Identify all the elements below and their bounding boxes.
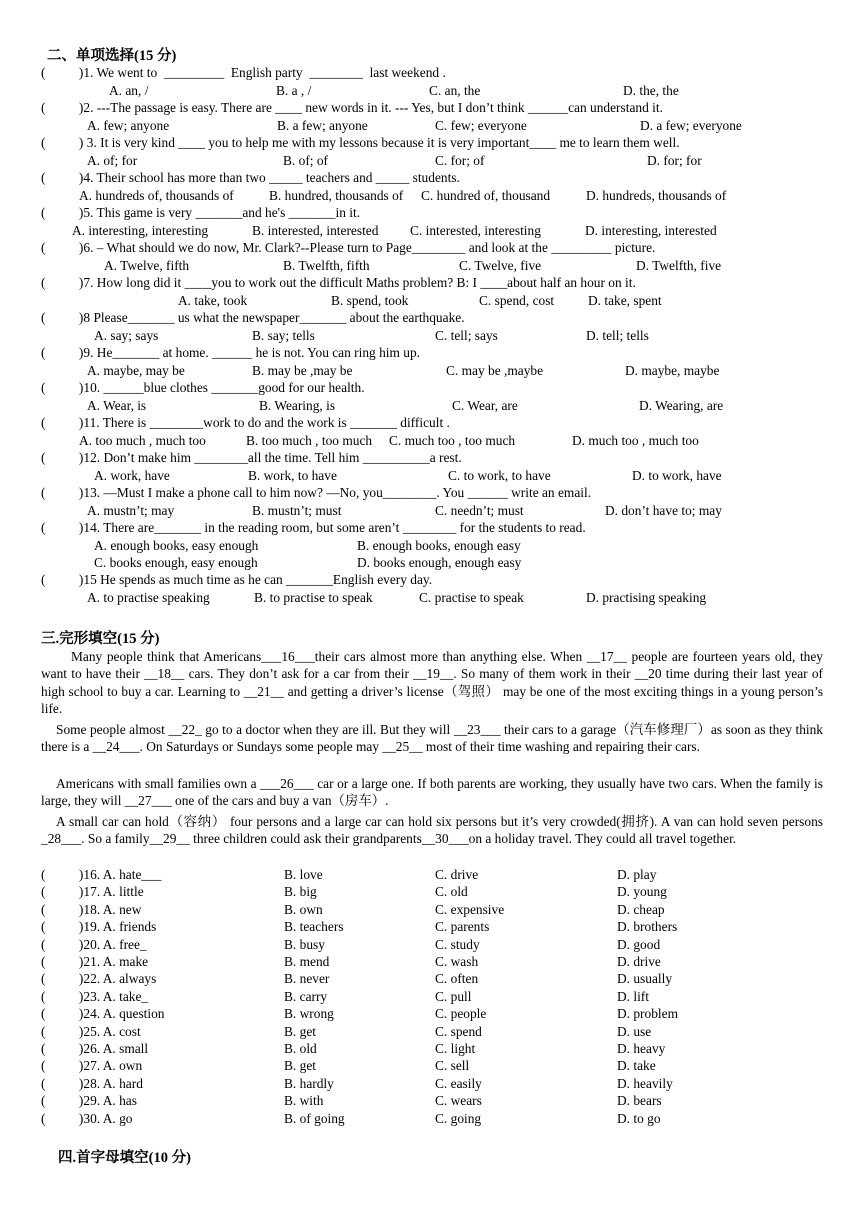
q9-opt-a: A. maybe, may be	[87, 363, 185, 378]
cloze-item-29-stem-a: ( )29. A. has	[41, 1093, 137, 1109]
q6-opt-a: A. Twelve, fifth	[104, 258, 190, 273]
cloze-item-28-opt-c: C. easily	[435, 1075, 482, 1091]
q9-opt-b: B. may be ,may be	[252, 363, 353, 378]
q8-opt-d: D. tell; tells	[586, 328, 649, 343]
q2-stem: ( )2. ---The passage is easy. There are ____ new words in it. --- Yes, but I don’t think ______can understand it.	[41, 100, 663, 115]
q7-opt-a: A. take, took	[178, 293, 248, 308]
cloze-item-18-stem-a: ( )18. A. new	[41, 901, 142, 917]
q7-opt-c: C. spend, cost	[479, 293, 555, 308]
cloze-paragraph-4: A small car can hold（容纳） four persons and a large car can hold six persons but it’s very crowded(拥挤). A van can hold seven persons _28___. So a family__29__ three children could ask their grandparents__30___on a holiday travel. They could all travel together.	[41, 814, 823, 847]
q15-stem: ( )15 He spends as much time as he can _______English every day.	[41, 572, 433, 587]
q10-opt-a: A. Wear, is	[87, 398, 147, 413]
q10-opt-d: D. Wearing, are	[639, 398, 724, 413]
cloze-item-25-opt-d: D. use	[617, 1023, 652, 1039]
q6-stem: ( )6. – What should we do now, Mr. Clark?--Please turn to Page________ and look at the _________ picture.	[41, 240, 656, 255]
cloze-item-16-opt-d: D. play	[617, 867, 657, 882]
cloze-item-17-opt-d: D. young	[617, 884, 667, 900]
cloze-item-22-stem-a: ( )22. A. always	[41, 971, 157, 987]
q4-opt-a: A. hundreds of, thousands of	[79, 188, 234, 203]
q8-stem: ( )8 Please_______ us what the newspaper_______ about the earthquake.	[41, 310, 465, 325]
q3-opt-c: C. for; of	[435, 153, 485, 168]
q14-stem: ( )14. There are_______ in the reading room, but some aren’t ________ for the students to read.	[41, 520, 586, 535]
cloze-item-22-opt-b: B. never	[284, 971, 330, 987]
cloze-item-27-stem-a: ( )27. A. own	[41, 1058, 143, 1074]
q8-opt-a: A. say; says	[94, 328, 159, 343]
q2-opt-d: D. a few; everyone	[640, 118, 742, 133]
cloze-item-20-opt-d: D. good	[617, 936, 661, 952]
q5-opt-d: D. interesting, interested	[585, 223, 717, 238]
cloze-item-24-opt-d: D. problem	[617, 1006, 678, 1022]
q6-opt-b: B. Twelfth, fifth	[283, 258, 370, 273]
q13-opt-c: C. needn’t; must	[435, 503, 524, 518]
q11-opt-c: C. much too , too much	[389, 433, 516, 448]
q7-stem: ( )7. How long did it ____you to work out the difficult Maths problem? B: I ____about half an hour on it.	[41, 275, 636, 290]
q4-opt-d: D. hundreds, thousands of	[586, 188, 727, 203]
cloze-item-29-opt-d: D. bears	[617, 1093, 662, 1109]
q11-opt-b: B. too much , too much	[246, 433, 373, 448]
q1-stem: ( )1. We went to _________ English party ________ last weekend .	[41, 65, 446, 80]
q6-opt-d: D. Twelfth, five	[636, 258, 722, 273]
section-2-title: 二、单项选择(15 分)	[47, 48, 177, 64]
q12-opt-d: D. to work, have	[632, 468, 722, 483]
q2-opt-c: C. few; everyone	[435, 118, 527, 133]
q5-stem: ( )5. This game is very _______and he's _______in it.	[41, 205, 361, 220]
q3-stem: ( ) 3. It is very kind ____ you to help me with my lessons because it is very important____ me to learn them well.	[41, 135, 680, 150]
q2-opt-b: B. a few; anyone	[277, 118, 368, 133]
cloze-item-16-stem-a: ( )16. A. hate___	[41, 867, 162, 882]
q11-opt-d: D. much too , much too	[572, 433, 699, 448]
q8-opt-b: B. say; tells	[252, 328, 315, 343]
section-4-title: 四.首字母填空(10 分)	[58, 1150, 191, 1166]
q15-opt-b: B. to practise to speak	[254, 590, 373, 605]
cloze-item-19-opt-c: C. parents	[435, 919, 490, 935]
q13-opt-b: B. mustn’t; must	[252, 503, 342, 518]
cloze-item-20-opt-c: C. study	[435, 936, 480, 952]
q12-opt-c: C. to work, to have	[448, 468, 551, 483]
cloze-item-17-opt-c: C. old	[435, 884, 468, 900]
q3-opt-d: D. for; for	[647, 153, 702, 168]
q9-opt-d: D. maybe, maybe	[625, 363, 720, 378]
cloze-item-16-opt-c: C. drive	[435, 867, 479, 882]
q12-stem: ( )12. Don’t make him ________all the time. Tell him __________a rest.	[41, 450, 462, 465]
cloze-item-18-opt-d: D. cheap	[617, 901, 665, 917]
cloze-item-27-opt-b: B. get	[284, 1058, 316, 1074]
cloze-item-27-opt-d: D. take	[617, 1058, 656, 1074]
cloze-item-21-opt-d: D. drive	[617, 954, 661, 969]
cloze-paragraph-2: Some people almost __22_ go to a doctor when they are ill. But they will __23___ their cars to a garage（汽车修理厂）as soon as they think there is a __24___. On Saturdays or Sundays some people may __25__ most of their time washing and repairing their cars.	[41, 722, 823, 755]
q4-stem: ( )4. Their school has more than two _____ teachers and _____ students.	[41, 170, 460, 185]
q12-opt-b: B. work, to have	[248, 468, 337, 483]
cloze-item-26-opt-b: B. old	[284, 1041, 317, 1056]
q10-opt-c: C. Wear, are	[452, 398, 518, 413]
q10-opt-b: B. Wearing, is	[259, 398, 336, 413]
q1-opt-d: D. the, the	[623, 83, 679, 98]
q1-opt-c: C. an, the	[429, 83, 481, 98]
q14-opt-a: A. enough books, easy enough	[94, 538, 259, 553]
cloze-item-24-opt-c: C. people	[435, 1006, 487, 1022]
q13-opt-a: A. mustn’t; may	[87, 503, 175, 518]
cloze-item-18-opt-c: C. expensive	[435, 901, 505, 917]
cloze-item-19-opt-b: B. teachers	[284, 919, 344, 935]
cloze-item-21-opt-b: B. mend	[284, 954, 330, 969]
cloze-item-28-opt-b: B. hardly	[284, 1075, 334, 1091]
cloze-item-18-opt-b: B. own	[284, 901, 323, 917]
cloze-item-29-opt-b: B. with	[284, 1093, 324, 1109]
cloze-item-23-opt-c: C. pull	[435, 988, 472, 1004]
q5-opt-c: C. interested, interesting	[410, 223, 541, 238]
q1-opt-b: B. a , /	[276, 83, 312, 98]
cloze-item-23-opt-d: D. lift	[617, 988, 649, 1004]
q11-stem: ( )11. There is ________work to do and the work is _______ difficult .	[41, 415, 450, 430]
cloze-item-17-stem-a: ( )17. A. little	[41, 884, 144, 900]
cloze-item-30-stem-a: ( )30. A. go	[41, 1110, 133, 1126]
q7-opt-d: D. take, spent	[588, 293, 662, 308]
cloze-item-24-opt-b: B. wrong	[284, 1006, 334, 1022]
cloze-paragraph-1: Many people think that Americans___16___their cars almost more than anything else. When __17__ people are fourteen years old, they want to have their __18__ cars. They don’t ask for a car from their __19__. So many of them work in their __20 time during their last year of high school to buy a car. Learning to __21__ and getting a driver’s license（驾照） may be one of the most exciting things in a young person’s life.	[41, 649, 823, 717]
q15-opt-a: A. to practise speaking	[87, 590, 210, 605]
cloze-item-19-stem-a: ( )19. A. friends	[41, 919, 157, 935]
q1-opt-a: A. an, /	[109, 83, 149, 98]
cloze-item-25-opt-c: C. spend	[435, 1023, 482, 1039]
q14-opt-b: B. enough books, enough easy	[357, 538, 521, 553]
q14-opt-c: C. books enough, easy enough	[94, 555, 258, 570]
cloze-item-19-opt-d: D. brothers	[617, 919, 678, 935]
q13-stem: ( )13. —Must I make a phone call to him now? —No, you________. You ______ write an email.	[41, 485, 592, 500]
cloze-item-17-opt-b: B. big	[284, 884, 317, 900]
q2-opt-a: A. few; anyone	[87, 118, 170, 133]
cloze-item-24-stem-a: ( )24. A. question	[41, 1006, 165, 1022]
q3-opt-b: B. of; of	[283, 153, 329, 168]
q9-opt-c: C. may be ,maybe	[446, 363, 544, 378]
q9-stem: ( )9. He_______ at home. ______ he is not. You can ring him up.	[41, 345, 420, 360]
cloze-item-28-opt-d: D. heavily	[617, 1075, 673, 1091]
cloze-item-30-opt-d: D. to go	[617, 1110, 661, 1126]
cloze-paragraph-3: Americans with small families own a ___26___ car or a large one. If both parents are working, they usually have two cars. When the family is large, they will __27___ one of the cars and buy a van（房车）.	[41, 776, 823, 809]
q10-stem: ( )10. ______blue clothes _______good for our health.	[41, 380, 365, 395]
cloze-item-25-opt-b: B. get	[284, 1023, 316, 1039]
cloze-item-29-opt-c: C. wears	[435, 1093, 482, 1109]
q3-opt-a: A. of; for	[87, 153, 138, 168]
cloze-item-23-stem-a: ( )23. A. take_	[41, 988, 149, 1004]
cloze-item-21-opt-c: C. wash	[435, 954, 479, 969]
section-3-title: 三.完形填空(15 分)	[41, 631, 160, 647]
cloze-item-16-opt-b: B. love	[284, 867, 323, 882]
q7-opt-b: B. spend, took	[331, 293, 409, 308]
q15-opt-d: D. practising speaking	[586, 590, 707, 605]
q13-opt-d: D. don’t have to; may	[605, 503, 722, 518]
q11-opt-a: A. too much , much too	[79, 433, 206, 448]
cloze-item-21-stem-a: ( )21. A. make	[41, 954, 149, 969]
q12-opt-a: A. work, have	[94, 468, 170, 483]
cloze-item-30-opt-b: B. of going	[284, 1110, 345, 1126]
cloze-item-25-stem-a: ( )25. A. cost	[41, 1023, 141, 1039]
cloze-item-20-opt-b: B. busy	[284, 936, 325, 952]
q8-opt-c: C. tell; says	[435, 328, 498, 343]
q14-opt-d: D. books enough, enough easy	[357, 555, 522, 570]
cloze-item-26-stem-a: ( )26. A. small	[41, 1041, 149, 1056]
q5-opt-b: B. interested, interested	[252, 223, 379, 238]
cloze-item-27-opt-c: C. sell	[435, 1058, 470, 1074]
cloze-item-28-stem-a: ( )28. A. hard	[41, 1075, 143, 1091]
cloze-item-26-opt-c: C. light	[435, 1041, 476, 1056]
q4-opt-b: B. hundred, thousands of	[269, 188, 404, 203]
cloze-item-26-opt-d: D. heavy	[617, 1041, 666, 1056]
q15-opt-c: C. practise to speak	[419, 590, 524, 605]
q6-opt-c: C. Twelve, five	[459, 258, 542, 273]
cloze-item-30-opt-c: C. going	[435, 1110, 482, 1126]
cloze-item-22-opt-d: D. usually	[617, 971, 673, 987]
q4-opt-c: C. hundred of, thousand	[421, 188, 551, 203]
cloze-item-23-opt-b: B. carry	[284, 988, 328, 1004]
q5-opt-a: A. interesting, interesting	[72, 223, 209, 238]
cloze-item-22-opt-c: C. often	[435, 971, 479, 987]
cloze-item-20-stem-a: ( )20. A. free_	[41, 936, 147, 952]
